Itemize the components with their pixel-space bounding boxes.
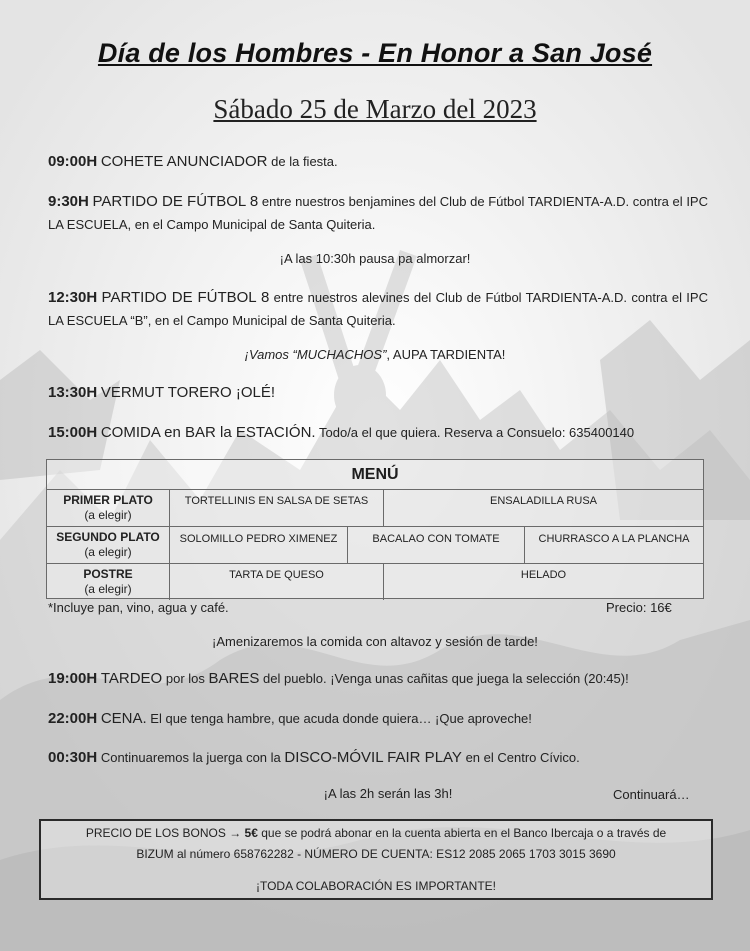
course-sub: (a elegir) [84,545,132,559]
menu-option: HELADO [520,569,567,581]
course-sub: (a elegir) [84,508,132,522]
menu-header: MENÚ [47,460,703,490]
menu-label [47,564,170,600]
event-time: 12:30H [48,289,98,306]
event-partido-alevines [48,286,708,332]
event-cohete [48,150,708,173]
menu-option: ENSALADILLA RUSA [490,495,597,507]
event-name: TARDEO [100,670,163,687]
event-name: DISCO-MÓVIL FAIR PLAY [284,749,462,766]
menu-row-primer [47,490,703,527]
event-partido-benjamines [48,190,708,236]
continuara-text: Continuará… [613,787,690,802]
event-name: PARTIDO DE FÚTBOL 8 [92,193,259,210]
bonos-price: 5€ [244,826,258,840]
menu-row-segundo [47,527,703,564]
muchachos-note [0,347,750,362]
event-name: COHETE ANUNCIADOR [100,153,268,170]
menu-option: CHURRASCO A LA PLANCHA [538,533,690,545]
bonos-line-1 [41,826,711,840]
event-date: Sábado 25 de Marzo del 2023 [213,94,537,124]
event-desc: de la fiesta. [271,154,338,169]
page-title: Día de los Hombres - En Honor a San José [97,38,653,68]
event-time: 09:00H [48,153,98,170]
menu-label [47,490,170,526]
event-time: 00:30H [48,749,98,766]
event-name: PARTIDO DE FÚTBOL 8 [101,289,270,306]
event-time: 22:00H [48,710,98,727]
amenizar-note: ¡Amenizaremos la comida con altavoz y sesión de tarde! [212,634,538,649]
course-name: POSTRE [83,567,133,581]
event-time: 15:00H [48,424,98,441]
event-name: CENA. [100,710,147,727]
event-desc: entre nuestros benjamines del Club de Fútbol TARDIENTA-A.D. contra el IPC LA ESCUELA, en el Campo Municipal de Santa Quiteria. [48,194,708,232]
event-name-2: BARES [208,670,260,687]
course-name: PRIMER PLATO [63,493,153,507]
event-desc: por los [165,671,205,686]
event-comida [48,421,708,444]
course-name: SEGUNDO PLATO [56,530,160,544]
bonos-label: PRECIO DE LOS BONOS → [85,826,245,840]
event-cena [48,707,708,730]
bonos-line-2: BIZUM al número 658762282 - NÚMERO DE CUENTA: ES12 2085 2065 1703 3015 3690 [136,847,616,861]
almuerzo-note: ¡A las 10:30h pausa pa almorzar! [279,251,471,266]
event-name: VERMUT TORERO ¡OLÉ! [100,384,276,401]
event-disco [48,746,708,769]
menu-option: BACALAO CON TOMATE [348,527,525,563]
menu-includes: *Incluye pan, vino, agua y café. [48,600,229,615]
event-desc: Todo/a el que quiera. Reserva a Consuelo: 635400140 [319,425,635,440]
bonos-box [39,819,713,900]
event-desc-2: del pueblo. ¡Venga unas cañitas que juega la selección (20:45)! [263,671,629,686]
menu-option: TARTA DE QUESO [170,564,384,600]
menu-option: TORTELLINIS EN SALSA DE SETAS [170,490,384,526]
event-vermut [48,381,708,404]
event-time: 19:00H [48,670,98,687]
menu-row-postre [47,564,703,600]
time-change-note: ¡A las 2h serán las 3h! [323,786,453,801]
bonos-desc: que se podrá abonar en la cuenta abierta en el Banco Ibercaja o a través de [257,826,667,840]
menu-price: Precio: 16€ [606,600,672,615]
event-desc: entre nuestros alevines del Club de Fútbol TARDIENTA-A.D. contra el IPC LA ESCUELA “B”, en el Campo Municipal de Santa Quiteria. [48,290,708,328]
event-desc: en el Centro Cívico. [465,750,580,765]
bonos-line-3: ¡TODA COLABORACIÓN ES IMPORTANTE! [255,879,497,893]
event-tardeo [48,667,708,690]
muchachos-italic: ¡Vamos “MUCHACHOS” [244,347,387,362]
event-time: 13:30H [48,384,98,401]
event-pre: Continuaremos la juerga con la [100,750,281,765]
course-sub: (a elegir) [84,582,132,596]
menu-option: SOLOMILLO PEDRO XIMENEZ [170,527,348,563]
menu-label [47,527,170,563]
event-name: COMIDA en BAR la ESTACIÓN. [100,424,316,441]
menu-table [46,459,704,599]
event-desc: El que tenga hambre, que acuda donde quiera… ¡Que aproveche! [150,711,532,726]
event-time: 9:30H [48,193,89,210]
aupa-text: , AUPA TARDIENTA! [386,347,506,362]
